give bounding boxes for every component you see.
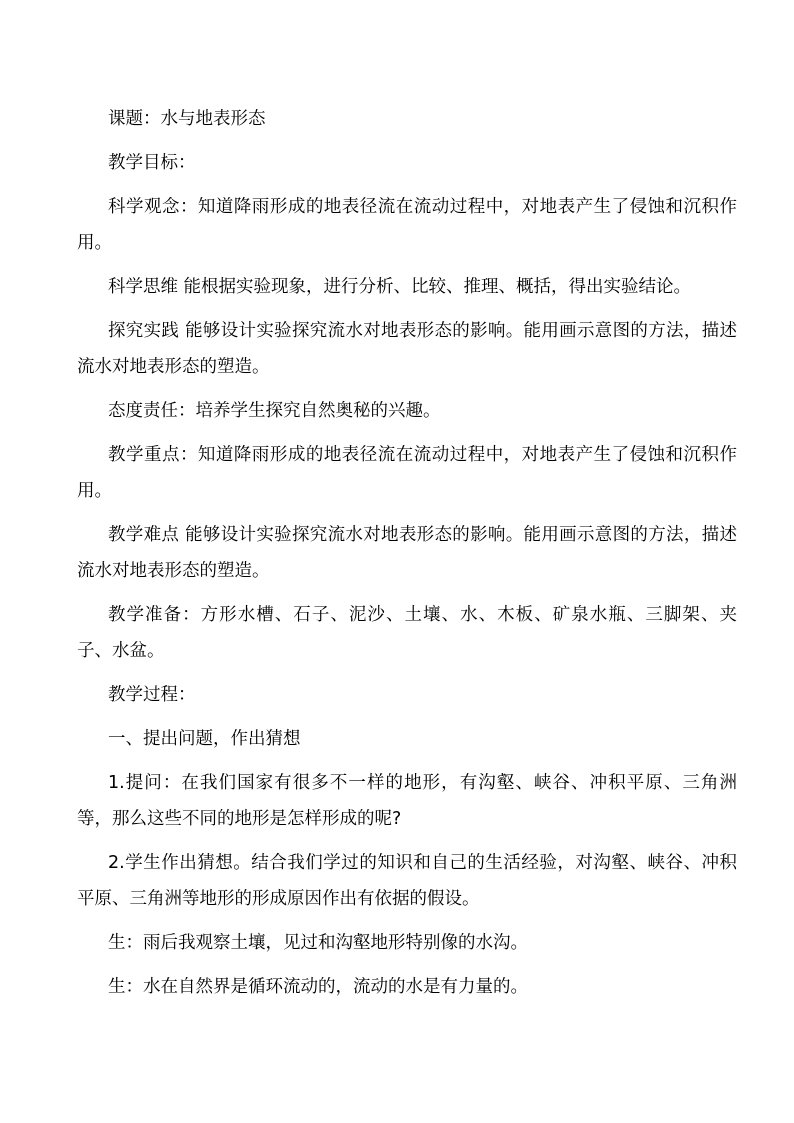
objectives-heading: 教学目标： [108, 153, 196, 173]
step-1-question: 1.提问：在我们国家有很多不一样的地形，有沟壑、峡谷、冲积平原、三角洲等，那么这些不同的地形是怎样形成的呢? [77, 773, 737, 829]
process-heading: 教学过程： [108, 685, 196, 705]
document-body [77, 101, 737, 1005]
teaching-key-points: 教学重点：知道降雨形成的地表径流在流动过程中，对地表产生了侵蚀和沉积作用。 [77, 445, 737, 501]
student-answer-2: 生：水在自然界是循环流动的，流动的水是有力量的。 [108, 977, 528, 997]
objective-science-thinking: 科学思维 能根据实验现象，进行分析、比较、推理、概括，得出实验结论。 [108, 277, 692, 297]
student-answer-1: 生：雨后我观察土壤，见过和沟壑地形特别像的水沟。 [108, 933, 528, 953]
step-2-guess: 2.学生作出猜想。结合我们学过的知识和自己的生活经验，对沟壑、峡谷、冲积平原、三角洲等地形的形成原因作出有依据的假设。 [77, 853, 737, 909]
lesson-title: 课题：水与地表形态 [108, 109, 266, 129]
teaching-preparation: 教学准备：方形水槽、石子、泥沙、土壤、水、木板、矿泉水瓶、三脚架、夹子、水盆。 [77, 605, 737, 661]
objective-inquiry-practice: 探究实践 能够设计实验探究流水对地表形态的影响。能用画示意图的方法，描述流水对地表形态的塑造。 [77, 321, 737, 377]
teaching-difficulties: 教学难点 能够设计实验探究流水对地表形态的影响。能用画示意图的方法，描述流水对地表形态的塑造。 [77, 525, 737, 581]
section-heading-1: 一、提出问题，作出猜想 [108, 729, 301, 749]
objective-attitude: 态度责任：培养学生探究自然奥秘的兴趣。 [108, 401, 441, 421]
objective-science-concept: 科学观念：知道降雨形成的地表径流在流动过程中，对地表产生了侵蚀和沉积作用。 [77, 197, 737, 253]
